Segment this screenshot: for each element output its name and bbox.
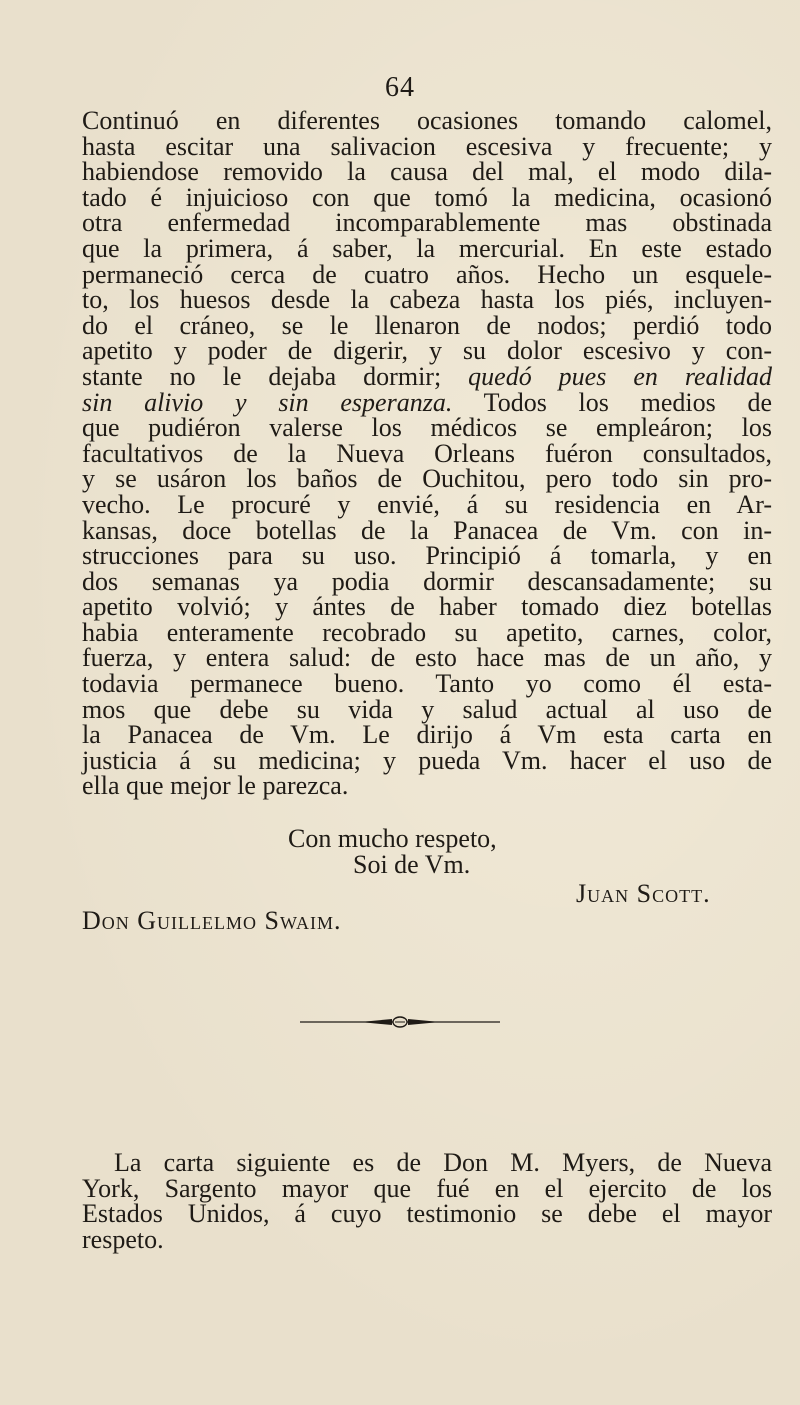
text-line: permaneció cerca de cuatro años. Hecho un esquele- — [82, 259, 772, 289]
text-line: dos semanas ya podia dormir descansadamente; su — [82, 566, 772, 596]
text-segment: Todos los medios de — [483, 387, 773, 417]
text-line: York, Sargento mayor que fué en el ejercito de los — [82, 1173, 772, 1203]
text-line: apetito volvió; y ántes de haber tomado diez botellas — [82, 592, 772, 622]
text-line: y se usáron los baños de Ouchitou, pero todo sin pro- — [82, 464, 772, 494]
closing-salutation: Con mucho respeto, — [288, 824, 497, 853]
text-line: kansas, doce botellas de la Panacea de Vm. con in- — [82, 515, 772, 545]
text-line: otra enfermedad incomparablemente mas obstinada — [82, 208, 772, 238]
text-line: ella que mejor le parezca. — [82, 771, 349, 801]
text-line: respeto. — [82, 1224, 164, 1254]
page-number: 64 — [385, 72, 415, 103]
text-line — [82, 387, 773, 417]
text-line: tado é injuicioso con que tomó la medicina, ocasionó — [82, 182, 772, 212]
text-line: Continuó en diferentes ocasiones tomando calomel, — [82, 106, 772, 135]
next-paragraph — [82, 1150, 772, 1252]
text-line: to, los huesos desde la cabeza hasta los piés, incluyen- — [82, 285, 772, 315]
letter-body — [82, 108, 772, 799]
text-line: facultativos de la Nueva Orleans fuéron consultados, — [82, 438, 772, 468]
italic-phrase: sin alivio y sin esperanza. — [82, 387, 453, 417]
text-line: habia enteramente recobrado su apetito, carnes, color, — [82, 617, 772, 647]
text-segment: stante no le dejaba dormir; — [82, 361, 442, 391]
addressee: Don Guillelmo Swaim. — [82, 906, 342, 935]
text-line: todavia permanece bueno. Tanto yo como él esta- — [82, 669, 772, 699]
italic-phrase: quedó pues en realidad — [468, 361, 772, 391]
text-line: apetito y poder de digerir, y su dolor escesivo y con- — [82, 336, 772, 366]
text-line: La carta siguiente es de Don M. Myers, de Nueva — [114, 1148, 772, 1177]
text-line: do el cráneo, se le llenaron de nodos; perdió todo — [82, 310, 772, 340]
text-line: Estados Unidos, á cuyo testimonio se debe el mayor — [82, 1199, 772, 1229]
text-line — [82, 361, 772, 391]
text-line: que la primera, á saber, la mercurial. En este estado — [82, 233, 772, 263]
text-line: vecho. Le procuré y envié, á su residencia en Ar- — [82, 489, 772, 519]
text-line: habiendose removido la causa del mal, el modo dila- — [82, 157, 772, 187]
text-line: strucciones para su uso. Principió á tomarla, y en — [82, 541, 772, 571]
signature: Juan Scott. — [576, 879, 711, 908]
text-line: que pudiéron valerse los médicos se empleáron; los — [82, 413, 772, 443]
text-line: hasta escitar una salivacion escesiva y frecuente; y — [82, 131, 772, 161]
text-line: la Panacea de Vm. Le dirijo á Vm esta carta en — [82, 720, 772, 750]
closing-formula: Soi de Vm. — [353, 850, 471, 879]
ornament-divider — [300, 1015, 500, 1029]
text-line: justicia á su medicina; y pueda Vm. hacer el uso de — [82, 745, 772, 775]
text-line: mos que debe su vida y salud actual al uso de — [82, 694, 772, 724]
text-line: fuerza, y entera salud: de esto hace mas de un año, y — [82, 643, 772, 673]
